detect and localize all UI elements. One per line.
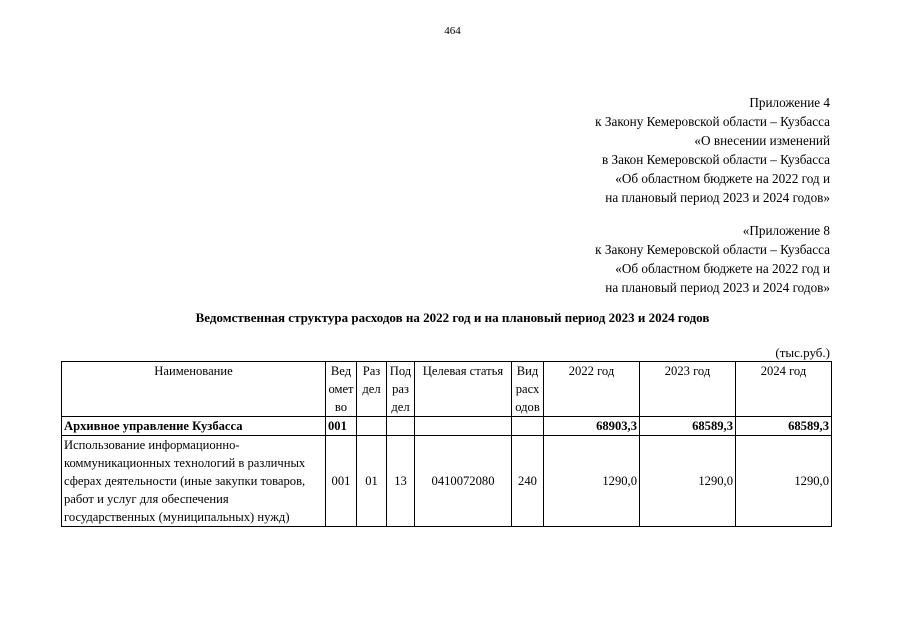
units-label: (тыс.руб.) [775, 345, 830, 360]
cell-name: Использование информационно-коммуникационных технологий в различных сферах деятельности (иные закупки товаров, работ и услуг для обеспечения государственных (муниципальных) нужд) [62, 436, 326, 527]
header-podrazdel: Под раз дел [387, 362, 415, 417]
cell-target: 0410072080 [415, 436, 512, 527]
cell-vid: 240 [512, 436, 544, 527]
appendix-line: Приложение 4 [749, 95, 830, 110]
appendix-line: к Закону Кемеровской области – Кузбасса [595, 242, 830, 257]
header-name: Наименование [62, 362, 326, 417]
table-row [62, 436, 832, 527]
document-title: Ведомственная структура расходов на 2022 год и на плановый период 2023 и 2024 годов [195, 310, 710, 325]
appendix-original-block [595, 221, 830, 297]
header-ved: Вед омет во [326, 362, 357, 417]
cell-name: Архивное управление Кузбасса [62, 417, 326, 436]
cell-2024: 68589,3 [736, 417, 832, 436]
cell-podrazdel: 13 [387, 436, 415, 527]
cell-ved: 001 [326, 417, 357, 436]
header-2024: 2024 год [736, 362, 832, 417]
header-2023: 2023 год [640, 362, 736, 417]
header-target: Целевая статья [415, 362, 512, 417]
cell-2023: 68589,3 [640, 417, 736, 436]
cell-razdel: 01 [357, 436, 387, 527]
header-razdel: Раз дел [357, 362, 387, 417]
appendix-line: в Закон Кемеровской области – Кузбасса [601, 152, 830, 167]
cell-2022: 68903,3 [544, 417, 640, 436]
appendix-line: на плановый период 2023 и 2024 годов» [605, 280, 830, 295]
appendix-line: на плановый период 2023 и 2024 годов» [605, 190, 830, 205]
appendix-line: «Приложение 8 [742, 223, 830, 238]
appendix-line: «О внесении изменений [694, 133, 830, 148]
cell-target [415, 417, 512, 436]
header-2022: 2022 год [544, 362, 640, 417]
cell-podrazdel [387, 417, 415, 436]
cell-2023: 1290,0 [640, 436, 736, 527]
expenditure-table [61, 361, 832, 527]
cell-ved: 001 [326, 436, 357, 527]
page-number: 464 [444, 25, 461, 37]
appendix-line: к Закону Кемеровской области – Кузбасса [595, 114, 830, 129]
cell-razdel [357, 417, 387, 436]
cell-2022: 1290,0 [544, 436, 640, 527]
appendix-current-block [595, 93, 830, 207]
appendix-line: «Об областном бюджете на 2022 год и [615, 261, 830, 276]
cell-2024: 1290,0 [736, 436, 832, 527]
appendix-line: «Об областном бюджете на 2022 год и [615, 171, 830, 186]
header-vid: Вид расх одов [512, 362, 544, 417]
table-header-row [62, 362, 832, 417]
table-row [62, 417, 832, 436]
cell-vid [512, 417, 544, 436]
